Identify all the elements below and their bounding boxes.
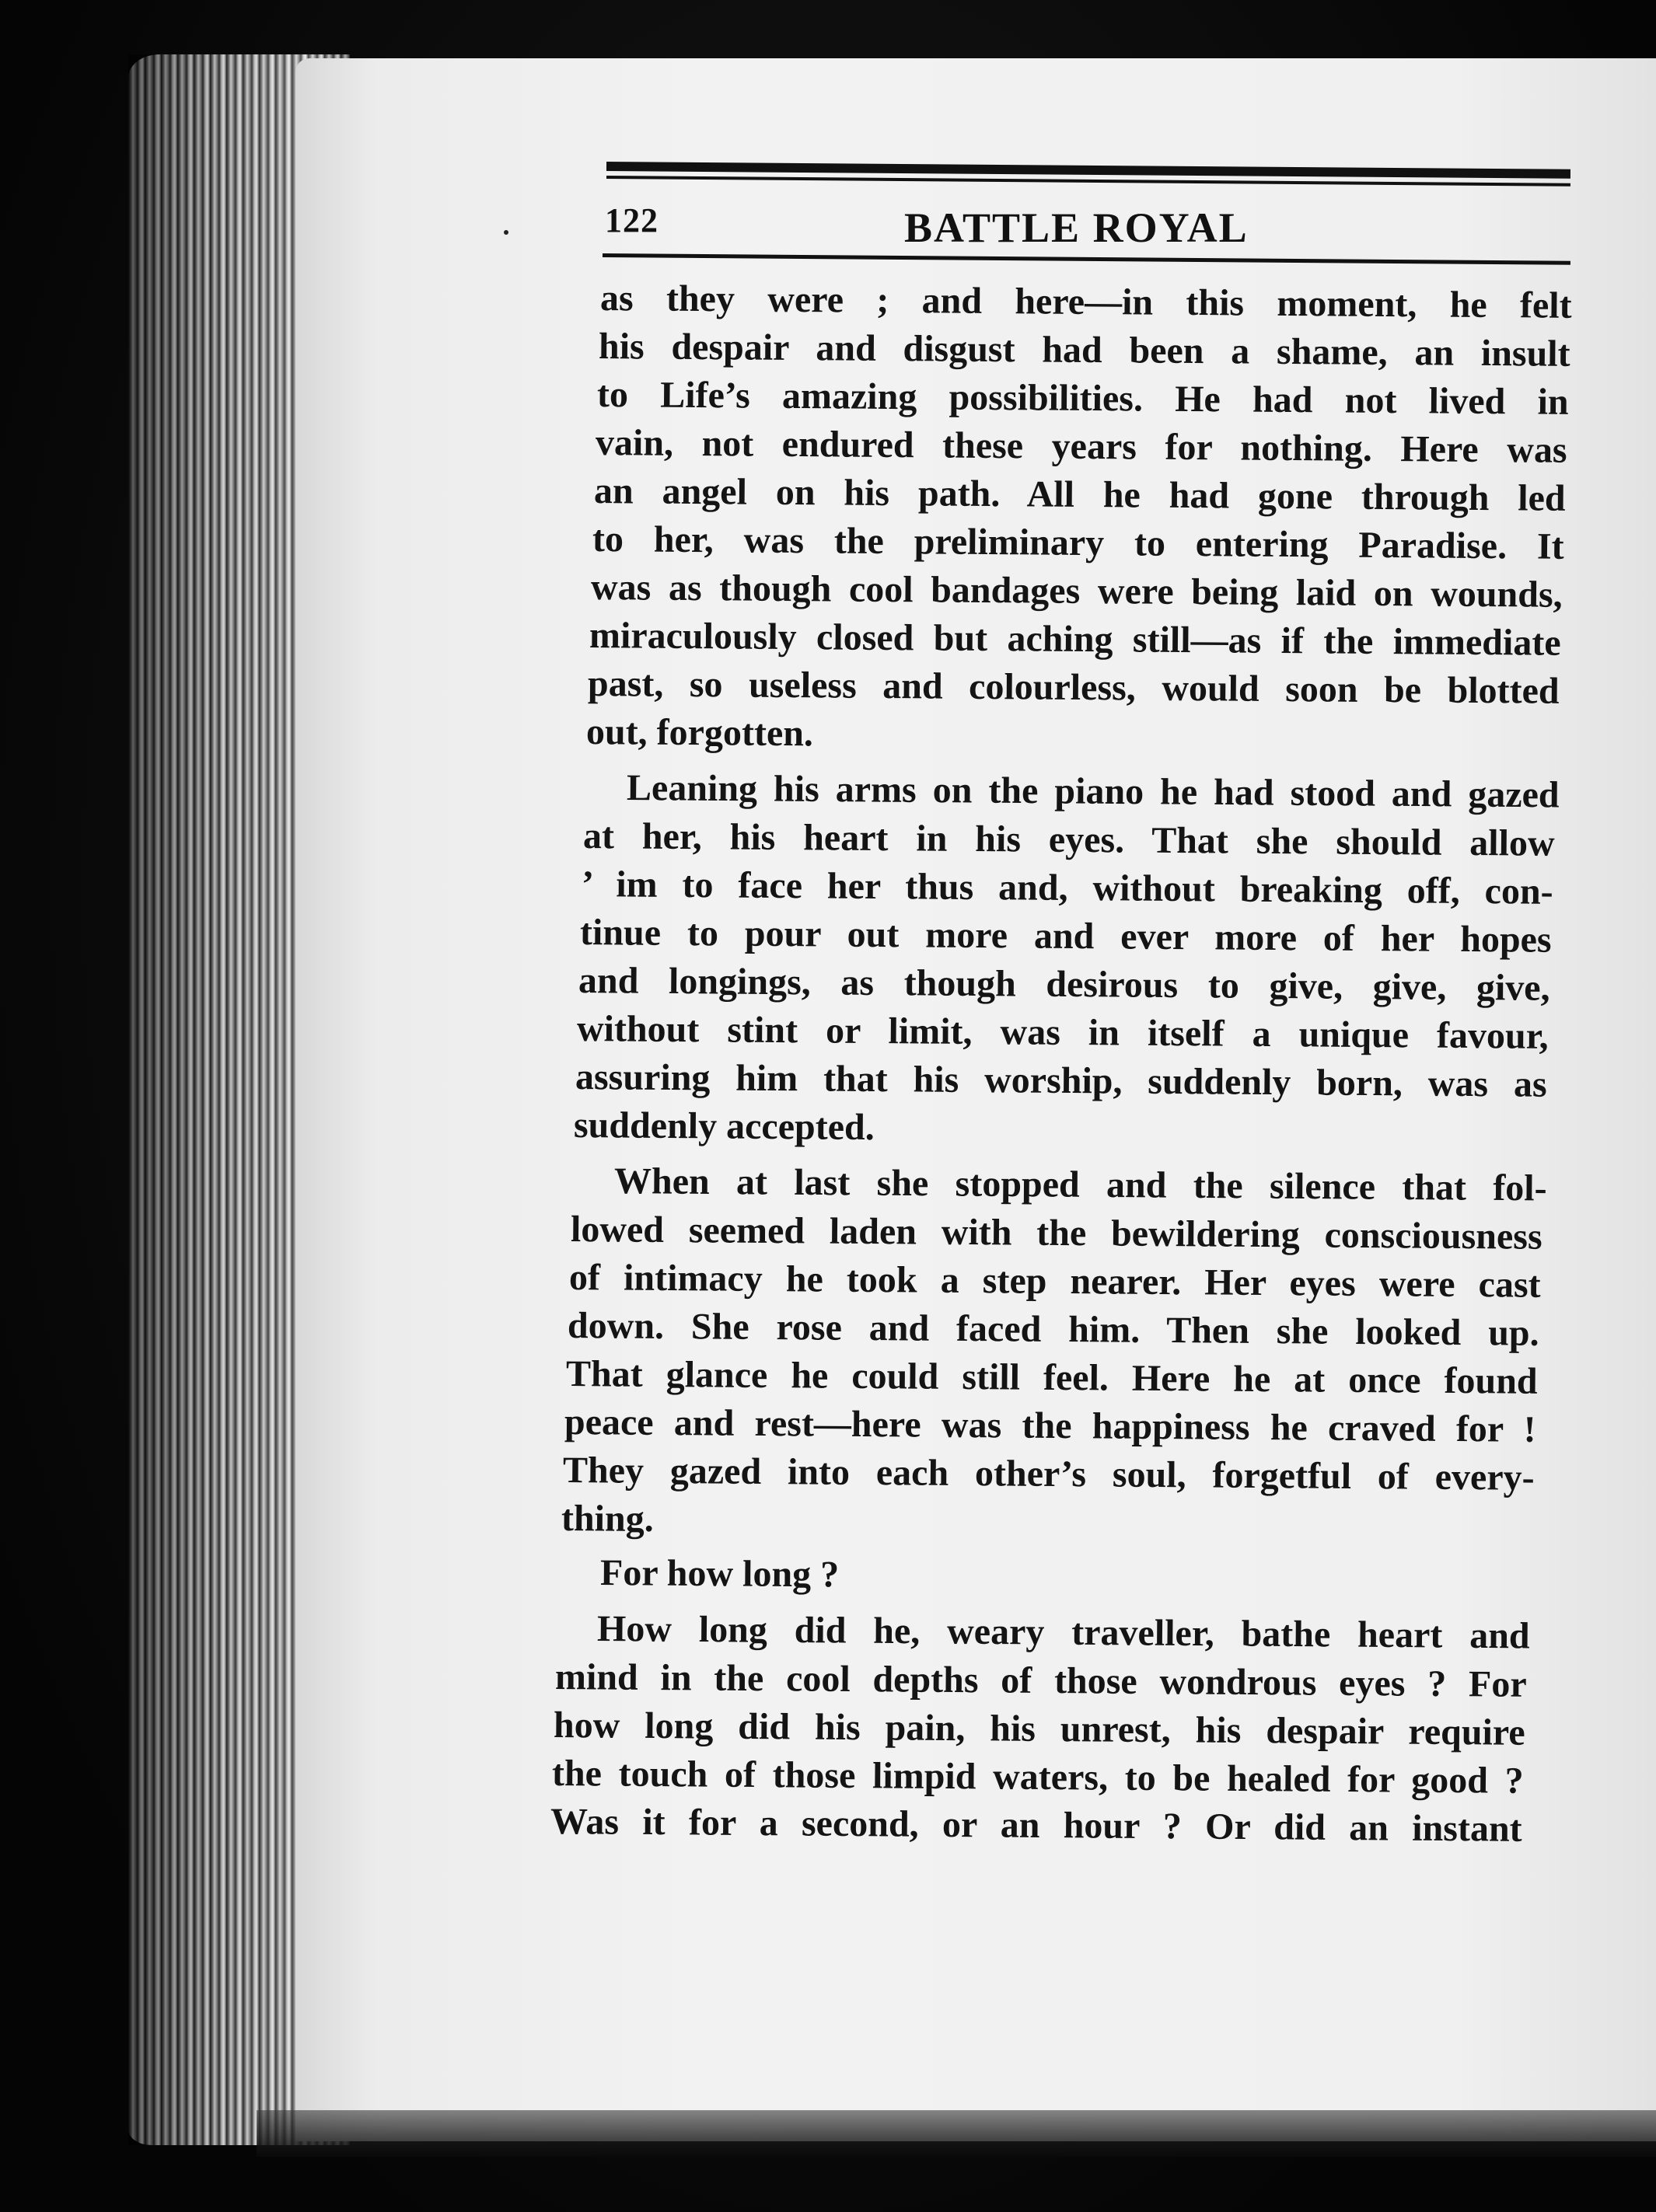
text-line: Leaning his arms on the piano he had stood and gazed <box>626 767 1560 816</box>
text-line: out, forgotten. <box>585 711 814 755</box>
text-line: thing. <box>561 1498 654 1540</box>
text-line: without stint or limit, was in itself a unique favour, <box>576 1008 1549 1057</box>
text-line: mind in the cool depths of those wondrous eyes ? For <box>554 1656 1527 1705</box>
text-line: For how long ? <box>599 1552 840 1596</box>
text-line: suddenly accepted. <box>573 1104 875 1149</box>
running-title: BATTLE ROYAL <box>904 204 1249 251</box>
text-line: Was it for a second, or an hour ? Or did an instant <box>550 1801 1522 1850</box>
text-line: peace and rest—here was the happiness he craved for ! <box>564 1401 1536 1450</box>
text-line: That glance he could still feel. Here he at once found <box>565 1353 1538 1402</box>
text-line: How long did he, weary traveller, bathe heart and <box>596 1608 1530 1657</box>
text-line: was as though cool bandages were being laid on wounds, <box>590 567 1563 616</box>
text-line: tinue to pour out more and ever more of her hopes <box>579 912 1552 961</box>
text-line: ’ im to face her thus and, without breaking off, con- <box>581 864 1553 912</box>
text-line: at her, his heart in his eyes. That she should allow <box>582 815 1555 864</box>
text-line: When at last she stopped and the silence that fol- <box>613 1160 1547 1209</box>
text-line: and longings, as though desirous to give, give, give, <box>578 960 1550 1009</box>
text-line: the touch of those limpid waters, to be healed for good ? <box>551 1753 1524 1802</box>
text-line: past, so useless and colourless, would soon be blotted <box>587 663 1560 712</box>
text-line: vain, not endured these years for nothing. Here was <box>595 422 1567 471</box>
text-line: miraculously closed but aching still—as if the immediate <box>589 615 1561 664</box>
text-line: They gazed into each other’s soul, forgetful of every- <box>562 1450 1535 1499</box>
text-line: down. She rose and faced him. Then she looked up. <box>567 1305 1539 1354</box>
text-line: an angel on his path. All he had gone through led <box>593 470 1566 519</box>
text-line: to Life’s amazing possibilities. He had not lived in <box>596 374 1569 423</box>
text-line: as they were ; and here—in this moment, he felt <box>599 277 1572 326</box>
page-number: 122 <box>605 201 659 239</box>
text-line: lowed seemed laden with the bewildering consciousness <box>570 1209 1542 1258</box>
text-line: assuring him that his worship, suddenly born, was as <box>575 1056 1547 1105</box>
text-line: how long did his pain, his unrest, his despair require <box>553 1704 1525 1753</box>
text-line: to her, was the preliminary to entering Paradise. It <box>592 518 1564 567</box>
text-line: his despair and disgust had been a shame, an insult <box>598 326 1570 375</box>
text-line: of intimacy he took a step nearer. Her eyes were cast <box>568 1257 1541 1306</box>
